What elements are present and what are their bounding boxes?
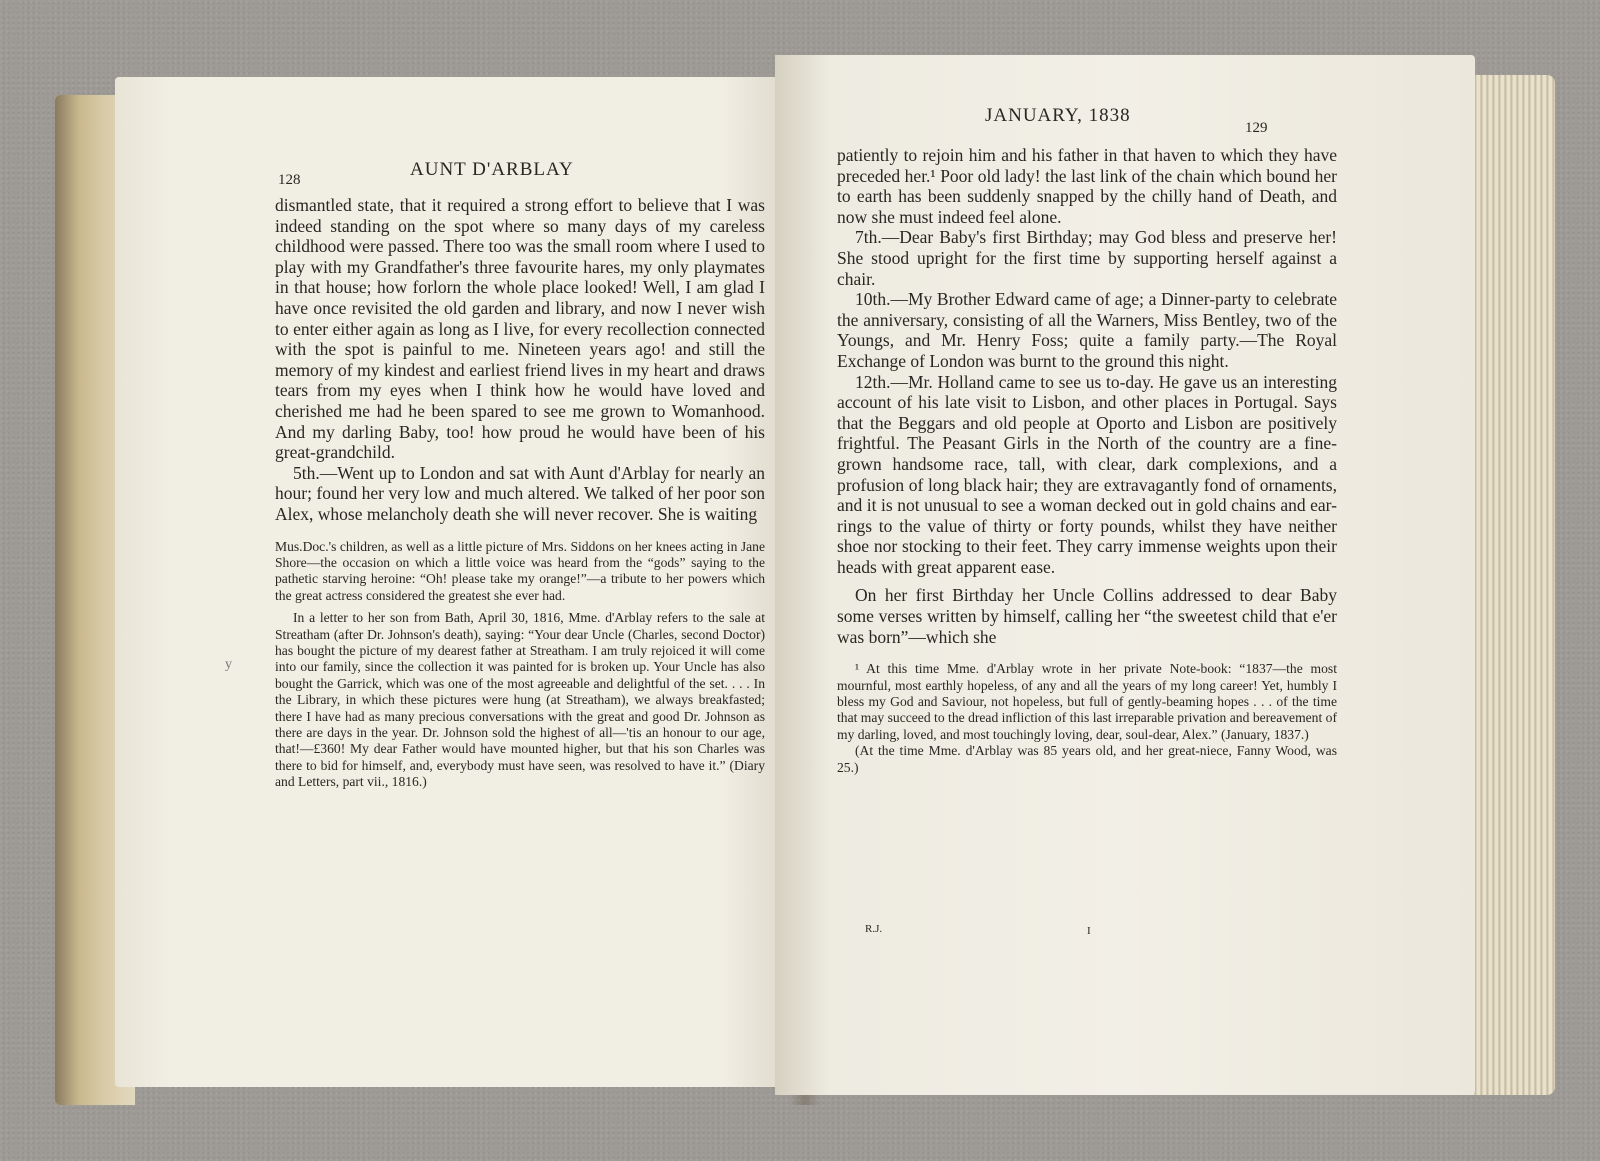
left-running-head: AUNT D'ARBLAY bbox=[410, 159, 574, 180]
open-book bbox=[55, 55, 1555, 1115]
left-footnote-2: In a letter to her son from Bath, April 30, 1816, Mme. d'Arblay refers to the sale at Streatham (after Dr. Johnson's death), saying: “Your dear Uncle (Charles, second Doctor) has bought the picture of my dearest father at Streatham. I am truly rejoiced it will come into our family, since the collection it was painted for is broken up. Your Uncle has also bought the Garrick, which was one of the most agreeable and delightful of the set. . . . In the Library, in which these pictures were hung (at Streatham), we always breakfasted; there I have had as many precious conversations with the great and good Dr. Johnson as there are days in the year. Dr. Johnson sold the highest of all—'tis an honour to our age, that!—£360! My dear Father would have mounted higher, but that his son Charles was there to bid for himself, and, everybody must have seen, was resolved to have it.” (Diary and Letters, part vii., 1816.) bbox=[275, 610, 765, 790]
gathering-signature: I bbox=[1087, 925, 1091, 937]
right-paragraph-1: patiently to rejoin him and his father in that haven to which they have preceded her.¹ Poor old lady! the last link of the chain which bound her to earth has been suddenly snapped by the chilly hand of Death, and now she must indeed feel alone. bbox=[837, 145, 1337, 227]
pencil-margin-mark: y bbox=[225, 657, 232, 672]
left-footnote-1: Mus.Doc.'s children, as well as a little picture of Mrs. Siddons on her knees acting in Jane Shore—the occasion on which a little voice was heard from the “gods” saying to the pathetic starving heroine: “Oh! please take my orange!”—a tribute to her powers which the great actress considered the greatest she ever had. bbox=[275, 538, 765, 603]
right-footnote-2: (At the time Mme. d'Arblay was 85 years old, and her great-niece, Fanny Wood, was 25.) bbox=[837, 743, 1337, 775]
left-page-number: 128 bbox=[278, 172, 301, 188]
left-paragraph-2: 5th.—Went up to London and sat with Aunt d'Arblay for nearly an hour; found her very low and much altered. We talked of her poor son Alex, whose melancholy death she will never recover. She is waiting bbox=[275, 462, 765, 524]
right-paragraph-3: 10th.—My Brother Edward came of age; a Dinner-party to celebrate the anniversary, consisting of all the Warners, Miss Bentley, two of the Youngs, and Mr. Henry Foss; quite a family party.—The Royal Exchange of London was burnt to the ground this night. bbox=[837, 289, 1337, 371]
right-paragraph-4: 12th.—Mr. Holland came to see us to-day. He gave us an interesting account of his late visit to Lisbon, and other places in Portugal. Says that the Beggars and old people at Oporto and Lisbon are positively frightful. The Peasant Girls in the North of the country are a fine-grown handsome race, tall, with clear, dark complexions, and a profusion of long black hair; they are extravagantly fond of ornaments, and it is not unusual to see a woman decked out in gold chains and ear-rings to the value of thirty or forty pounds, whilst they have neither shoe nor stocking to their feet. They carry immense weights upon their heads with great apparent ease. bbox=[837, 371, 1337, 577]
right-running-head: JANUARY, 1838 bbox=[985, 105, 1131, 126]
left-page bbox=[115, 77, 805, 1087]
left-body-text bbox=[275, 195, 765, 791]
right-paragraph-2: 7th.—Dear Baby's first Birthday; may God bless and preserve her! She stood upright for the first time by supporting herself against a chair. bbox=[837, 227, 1337, 289]
printer-signature-mark: R.J. bbox=[865, 923, 883, 935]
right-footnote-1: ¹ At this time Mme. d'Arblay wrote in her private Note-book: “1837—the most mournful, most earthly hopeless, of any and all the years of my long career! Yet, humbly I bless my God and Saviour, not hopeless, but full of gently-beaming hopes . . . of the time that may succeed to the dread infliction of this last irreparable privation and bereavement of my darling, loved, and most touchingly loving, dear, soul-dear, Alex.” (January, 1837.) bbox=[837, 661, 1337, 742]
right-page bbox=[775, 55, 1475, 1095]
page-edges-right bbox=[1465, 75, 1555, 1095]
left-paragraph-1: dismantled state, that it required a strong effort to believe that I was indeed standing on the spot where so many days of my careless childhood were passed. There too was the small room where I used to play with my Grandfather's three favourite hares, my only playmates in that house; how forlorn the whole place looked! Well, I am glad I have once revisited the old garden and library, and now I never wish to enter either again as long as I live, for every recollection connected with the spot is painful to me. Nineteen years ago! and still the memory of my kindest and earliest friend lives in my heart and draws tears from my eyes when I think how he would have loved and cherished me had he been spared to see me grown to Womanhood. And my darling Baby, too! how proud he would have been of his great-grandchild. bbox=[275, 195, 765, 463]
right-body-text bbox=[837, 145, 1337, 776]
right-page-number: 129 bbox=[1245, 120, 1268, 136]
right-paragraph-5: On her first Birthday her Uncle Collins addressed to dear Baby some verses written by himself, calling her “the sweetest child that e'er was born”—which she bbox=[837, 585, 1337, 647]
